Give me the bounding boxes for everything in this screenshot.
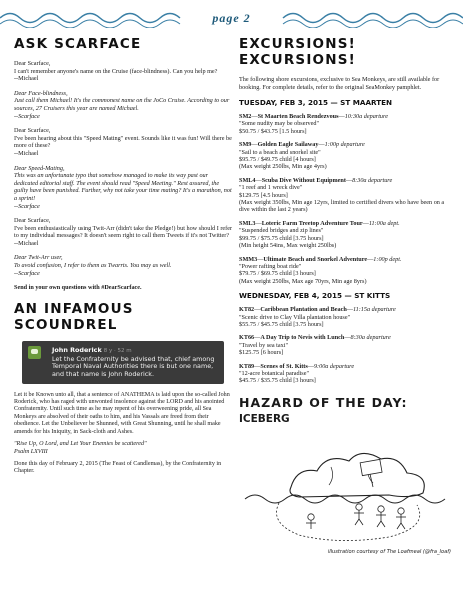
infamous-scoundrel-title: AN INFAMOUS SCOUNDREL — [14, 300, 134, 333]
letter-answer: Dear Speed-Mating, This was an unfortunate typo that somehow managed to make its way past our dedicated editorial staff. The event should read "Speed Meeting." Rest assured, the guilty have been punished. Further, why not take your time mating? It's a marathon, not a sprint! --Scarface — [14, 164, 232, 210]
ask-scarface-title: ASK SCARFACE — [14, 36, 142, 52]
signoff-paragraph: Done this day of February 2, 2015 (The Feast of Candlemas), by the Confraternity in Chapter. — [14, 460, 222, 475]
excursion-description: "12-acre botanical paradise" — [239, 369, 309, 377]
right-column — [239, 36, 451, 555]
excursion-name: A Day Trip to Nevis with Lunch — [260, 334, 345, 342]
excursion-title-line: KT66—A Day Trip to Nevis with Lunch—8:30a departure — [239, 334, 391, 342]
excursions-title: EXCURSIONS! EXCURSIONS! — [239, 36, 357, 68]
excursion-title-line: SM2—St Maarten Beach Rendezvous—10:30a departure — [239, 113, 388, 120]
excursion-item — [239, 220, 451, 250]
tweet-username: John Roderick — [52, 345, 102, 354]
excursion-name: Ultimate Beach and Snorkel Adventure — [263, 255, 368, 263]
excursion-price: $79.75 / $69.75 child [3 hours] — [239, 270, 316, 278]
letter-question: Dear Scarface, I can't remember anyone's name on the Cruise (face-blindness). Can you help me? --Michael — [14, 60, 218, 83]
letter-question: Dear Scarface, I've been enthusiastically using Twit-Arr (didn't take the Pledge!) but how should I refer to my individual messages? It doesn't seem right to call them Tweets if it's not Twitter? --Michael — [14, 217, 233, 247]
excursion-code: SML4 — [239, 176, 256, 184]
day-heading: TUESDAY, FEB 3, 2015 — ST MAARTEN — [239, 98, 393, 107]
excursion-code: KT89 — [239, 362, 255, 370]
excursion-time: 1:00p dept. — [373, 255, 402, 263]
page-number: page 2 — [212, 11, 251, 25]
excursion-description: "Power rafting boat ride" — [239, 262, 302, 270]
excursion-restrictions: (Max weight 250lbs, Max age 70yrs, Min age 8yrs) — [239, 277, 367, 285]
excursions-intro: The following shore excursions, exclusive to Sea Monkeys, are still available for booking. For complete details, refer to the original SeaMonkey pamphlet. — [239, 76, 440, 91]
excursion-name: Scuba Dive Without Equipment — [261, 176, 346, 184]
excursion-name: Golden Eagle Sailaway — [257, 141, 319, 149]
excursion-description: "Travel by sea taxi" — [239, 341, 288, 349]
excursion-price: $95.75 / $49.75 child [4 hours] — [239, 156, 316, 164]
excursion-item — [239, 363, 451, 385]
excursion-name: Loteric Farm Treetop Adventure Tour — [261, 219, 363, 227]
tweet-text: Let the Confraternity be advised that, chief among Temporal Naval Authorities there is but one name, and that name is John Roderick. — [52, 354, 215, 378]
excursion-code: SM9 — [239, 141, 252, 149]
embedded-tweet — [22, 341, 224, 384]
excursion-restrictions: (Min height 54ins, Max weight 250lbs) — [239, 242, 337, 250]
excursion-time: 11:00a dept. — [368, 219, 400, 227]
excursion-code: KT82 — [239, 306, 255, 314]
excursion-price: $50.75 / $43.75 [1.5 hours] — [239, 127, 307, 135]
excursion-time: 9:00a departure — [313, 362, 355, 370]
send-questions-line: Send in your own questions with #DearScarface. — [14, 284, 142, 292]
excursion-time: 10:30a departure — [344, 113, 388, 120]
excursion-price: $99.75 / $75.75 child [3.75 hours] — [239, 234, 324, 242]
excursion-restrictions: (Max weight 350lbs, Min age 12yrs, limited to certified divers who have been on a dive within the last 2 years) — [239, 199, 445, 214]
excursion-days — [239, 98, 451, 385]
excursion-description: "Sail to a beach and snorkel site" — [239, 148, 321, 156]
excursion-code: SML3 — [239, 219, 256, 227]
excursion-time: 11:15a departure — [352, 306, 396, 314]
iceberg-illustration — [239, 427, 451, 549]
excursion-time: 8:30a departure — [350, 334, 391, 342]
excursion-code: SMM3 — [239, 255, 258, 263]
letter-question: Dear Scarface, I've been hearing about this "Speed Mating" event. Sounds like it was fun! Will there be more of these? --Michael — [14, 127, 232, 157]
excursion-description: "Some nudity may be observed" — [239, 120, 319, 128]
excursion-title-line: KT82—Caribbean Plantation and Beach—11:15a departure — [239, 306, 396, 314]
excursion-item — [239, 256, 451, 286]
excursion-price: $45.75 / $35.75 child [3 hours] — [239, 377, 316, 385]
excursion-description: "Scenic drive to Clay Villa plantation house" — [239, 313, 351, 321]
day-heading: WEDNESDAY, FEB 4, 2015 — ST KITTS — [239, 291, 391, 301]
excursion-price: $55.75 / $45.75 child [3.75 hours] — [239, 320, 324, 328]
excursion-restrictions: (Max weight 250lbs, Min age 4yrs) — [239, 163, 327, 171]
excursion-time: 1:00p departure — [324, 141, 365, 149]
excursion-price: $129.75 [4.5 hours] — [239, 191, 288, 199]
psalm-citation: Psalm LXVIII — [14, 448, 48, 455]
illustration-credit: illustration courtesy of The Loafmeal (@fra_loaf) — [327, 548, 451, 555]
excursion-title-line: SML4—Scuba Dive Without Equipment—8:30a departure — [239, 176, 393, 184]
excursion-code: KT66 — [239, 334, 255, 342]
excursion-code: SM2 — [239, 113, 252, 120]
letter-answer: Dear Twit-Arr user, To avoid confusion, I refer to them as Twarrts. You may as well. --Scarface — [14, 254, 172, 277]
excursion-time: 8:30a departure — [352, 176, 393, 184]
excursion-price: $125.75 [6 hours] — [239, 349, 284, 357]
excursion-name: St Maarten Beach Rendezvous — [257, 113, 339, 120]
psalm-block — [14, 441, 232, 456]
letter-answer: Dear Face-blindness, Just call them Michael! It's the commonest name on the JoCo Cruise. According to our sources, 27 Cruisers this year are named Michael. --Scarface — [14, 89, 230, 120]
excursion-title-line: SML3—Loteric Farm Treetop Adventure Tour—11:00a dept. — [239, 219, 400, 227]
excursion-item — [239, 334, 451, 356]
psalm-quote: "Rise Up, O Lord, and Let Your Enemies be scattered" — [14, 441, 147, 448]
excursion-name: Scenes of St. Kitts — [260, 362, 308, 370]
excursion-item — [239, 177, 451, 214]
excursion-item — [239, 141, 451, 171]
excursion-title-line: SM9—Golden Eagle Sailaway—1:00p departure — [239, 141, 365, 149]
excursion-title-line: KT89—Scenes of St. Kitts—9:00a departure — [239, 362, 355, 370]
anathema-paragraph: Let it be Known unto all, that a sentence of ANATHEMA is laid upon the so-called John Roderick, who has raged with unwonted insolence against the LORD and his anointed Confraternity. Until such time as he may repent of his overweening pride, all Sea Monkeys are absolved of their oaths to him, and his Vassals are freed from their obedience. Let the Unbeliever be Shunned, with Great Shunning, until he shall make amends for his Iniquity, in Sack-cloth and Ashes. — [14, 391, 230, 435]
avatar-icon — [28, 346, 41, 359]
excursion-description: "1 reef and 1 wreck dive" — [239, 184, 303, 192]
excursion-name: Caribbean Plantation and Beach — [260, 306, 347, 314]
excursion-description: "Suspended bridges and zip lines" — [239, 227, 324, 235]
hazard-subtitle: ICEBERG — [239, 412, 290, 425]
left-column — [14, 36, 232, 481]
letters-list — [14, 60, 232, 277]
excursion-title-line: SMM3—Ultimate Beach and Snorkel Adventure—1:00p dept. — [239, 255, 402, 263]
excursion-item — [239, 113, 451, 135]
tweet-timestamp: 8 y · 52 m — [103, 347, 132, 354]
hazard-title: HAZARD OF THE DAY: — [239, 394, 408, 410]
excursion-item — [239, 306, 451, 328]
